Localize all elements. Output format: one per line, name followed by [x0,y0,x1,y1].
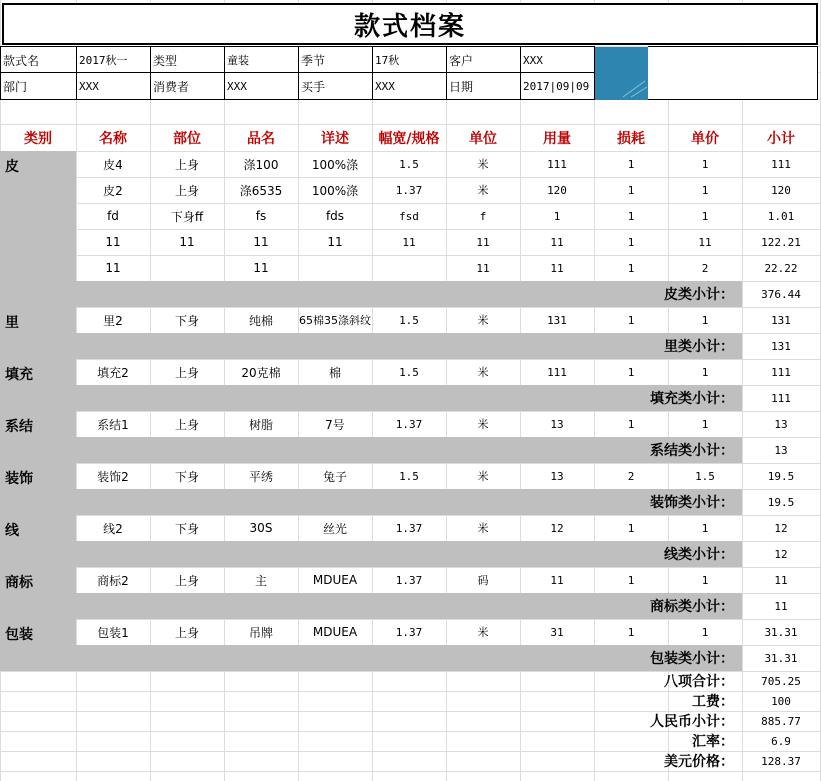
table-cell[interactable]: 11 [105,261,121,275]
info-value[interactable]: 2017|09|09 [520,73,594,99]
category-label: 填充 [5,367,33,383]
table-cell[interactable]: 19.5 [767,469,795,483]
info-label: 日期 [446,73,520,99]
table-cell[interactable]: 上身 [174,183,199,198]
column-header: 品名 [247,131,275,147]
table-cell[interactable]: 平绣 [248,469,273,484]
table-cell[interactable]: 7号 [325,417,345,432]
subtotal-value[interactable]: 11 [774,599,788,613]
table-cell[interactable]: 1 [627,261,635,275]
table-cell[interactable]: 1.37 [395,417,423,431]
border-line [0,72,594,73]
table-cell[interactable]: 下身 [174,313,199,328]
table-cell[interactable]: 11 [476,261,490,275]
column-header: 小计 [767,131,795,147]
border-line [372,46,373,100]
table-cell[interactable]: 12 [774,521,788,535]
subtotal-label: 线类小计： [76,541,742,567]
table-cell[interactable]: 122.21 [761,235,801,249]
table-cell[interactable]: fd [107,209,119,223]
table-cell[interactable]: 1 [627,573,635,587]
category-cell [0,151,76,307]
table-cell[interactable]: 2 [701,261,709,275]
table-cell[interactable]: 1 [627,209,635,223]
table-cell[interactable]: 上身 [174,365,199,380]
table-cell[interactable]: 1.37 [395,573,423,587]
table-cell[interactable]: 米 [477,470,489,483]
table-cell[interactable] [150,255,224,281]
info-value[interactable]: XXX [224,73,298,99]
category-label: 皮 [5,159,19,175]
info-label: 类型 [150,47,224,73]
table-cell[interactable]: 11 [327,235,343,249]
table-cell[interactable]: 1 [627,313,635,327]
category-cell [0,463,76,515]
info-value[interactable]: 2017秋一 [76,47,150,73]
table-cell[interactable]: MDUEA [312,625,358,639]
border-line [446,46,447,100]
gridline-horizontal [0,771,821,772]
category-label: 系结 [5,419,33,435]
table-cell[interactable]: 1 [553,209,561,223]
table-cell[interactable]: 13 [550,469,564,483]
subtotal-label: 商标类小计： [76,593,742,619]
table-cell[interactable]: 11 [698,235,712,249]
column-header: 单价 [691,131,719,147]
subtotal-value[interactable]: 131 [771,339,791,353]
column-header: 名称 [99,131,127,147]
table-cell[interactable]: MDUEA [312,573,358,587]
table-cell[interactable]: 131 [547,313,567,327]
table-cell[interactable]: 11 [550,573,564,587]
subtotal-label: 填充类小计： [76,385,742,411]
subtotal-value[interactable]: 376.44 [761,287,801,301]
table-cell[interactable]: 树脂 [248,417,273,432]
table-cell[interactable]: fsd [399,209,419,223]
table-cell[interactable]: 1 [701,313,709,327]
border-line [0,46,1,100]
table-cell[interactable]: 1.5 [695,469,715,483]
table-cell[interactable]: 120 [771,183,791,197]
table-cell[interactable]: 13 [550,417,564,431]
table-cell[interactable]: 吊牌 [248,625,273,640]
table-cell[interactable]: 11 [179,235,195,249]
category-label: 里 [5,315,19,331]
subtotal-label: 皮类小计： [76,281,742,307]
table-cell[interactable]: 2 [627,469,635,483]
category-cell [0,567,76,619]
table-cell[interactable]: 米 [477,314,489,327]
table-cell[interactable]: 下身ff [170,209,204,224]
total-label: 美元价格： [664,754,734,770]
table-cell[interactable]: 30S [249,521,273,535]
subtotal-value[interactable]: 19.5 [767,495,795,509]
table-cell[interactable]: 填充2 [97,365,129,380]
table-cell[interactable]: 1 [701,365,709,379]
table-cell[interactable]: 13 [774,417,788,431]
info-value[interactable]: 17秋 [372,47,446,73]
table-cell[interactable] [298,255,372,281]
table-cell[interactable]: 米 [477,184,489,197]
category-label: 包装 [5,627,33,643]
table-cell[interactable]: fs [255,209,267,223]
table-cell[interactable]: 12 [550,521,564,535]
info-value[interactable]: XXX [76,73,150,99]
table-cell[interactable]: 111 [547,157,567,171]
info-label: 消费者 [150,73,224,99]
table-cell[interactable]: 1.01 [767,209,795,223]
table-cell[interactable]: 111 [771,157,791,171]
total-value[interactable]: 885.77 [761,714,801,728]
table-cell[interactable]: 1.37 [395,521,423,535]
subtotal-label: 里类小计： [76,333,742,359]
column-header: 单位 [469,131,497,147]
table-cell[interactable]: 20克棉 [241,365,281,380]
border-line [76,46,77,100]
table-cell[interactable]: 包装1 [97,625,129,640]
total-value[interactable]: 100 [771,694,791,708]
total-label: 八项合计： [664,674,734,690]
table-cell[interactable]: 100%涤 [311,183,359,198]
table-cell[interactable]: 111 [771,365,791,379]
info-label: 款式名 [0,47,76,73]
table-cell[interactable]: 1 [701,521,709,535]
table-cell[interactable]: 11 [402,235,416,249]
table-cell[interactable]: 里2 [103,313,123,328]
border-line [224,46,225,100]
category-label: 装饰 [5,471,33,487]
table-cell[interactable]: 米 [477,158,489,171]
total-label: 工费： [692,694,734,710]
image-glare-icon [595,47,648,100]
table-cell[interactable]: 1 [701,157,709,171]
table-cell[interactable]: 1 [627,235,635,249]
column-header: 类别 [24,131,52,147]
table-cell[interactable]: 11 [105,235,121,249]
info-label: 客户 [446,47,520,73]
subtotal-value[interactable]: 31.31 [764,651,798,665]
table-cell[interactable]: 31 [550,625,564,639]
table-cell[interactable]: 1.37 [395,183,423,197]
table-cell[interactable]: 米 [477,626,489,639]
table-cell[interactable]: 1 [627,157,635,171]
border-line [520,46,521,100]
category-label: 商标 [5,575,33,591]
table-cell[interactable]: 1.37 [395,625,423,639]
style-image[interactable] [595,47,648,100]
table-cell[interactable]: 兔子 [322,469,347,484]
border-line [0,46,594,47]
info-label: 买手 [298,73,372,99]
border-line [0,99,594,100]
table-cell[interactable]: 11 [774,573,788,587]
table-cell[interactable]: 棉 [328,365,341,380]
table-cell[interactable]: 线2 [103,521,123,536]
table-cell[interactable]: 1.5 [399,469,419,483]
table-cell[interactable]: 上身 [174,417,199,432]
info-value[interactable]: 童装 [224,47,298,73]
table-cell[interactable]: 1 [627,521,635,535]
table-cell[interactable]: 1.5 [399,365,419,379]
table-cell[interactable]: 1 [701,417,709,431]
table-cell[interactable]: 1 [701,625,709,639]
table-cell[interactable]: 下身 [174,469,199,484]
table-cell[interactable]: 米 [477,522,489,535]
table-cell[interactable]: 100%涤 [311,157,359,172]
column-header: 详述 [321,131,349,147]
table-cell[interactable]: 1 [627,365,635,379]
image-frame [648,46,818,100]
table-cell[interactable]: 1.5 [399,313,419,327]
info-value[interactable]: XXX [372,73,446,99]
table-cell[interactable]: 11 [476,235,490,249]
table-cell[interactable]: 涤6535 [239,183,283,198]
table-cell[interactable]: 米 [477,366,489,379]
table-cell[interactable]: 皮4 [103,157,123,172]
table-cell[interactable]: 系结1 [97,417,129,432]
table-cell[interactable]: 皮2 [103,183,123,198]
category-cell [0,307,76,359]
category-cell [0,411,76,463]
table-cell[interactable]: 商标2 [97,573,129,588]
subtotal-label: 系结类小计： [76,437,742,463]
table-cell[interactable]: 1 [627,625,635,639]
total-value[interactable]: 6.9 [771,734,791,748]
category-cell [0,515,76,567]
table-cell[interactable]: 111 [547,365,567,379]
table-cell[interactable]: 11 [550,235,564,249]
table-cell[interactable]: 下身 [174,521,199,536]
table-cell[interactable]: 1 [627,417,635,431]
total-value[interactable]: 128.37 [761,754,801,768]
table-cell[interactable]: 1 [701,573,709,587]
table-cell[interactable]: 131 [771,313,791,327]
table-cell[interactable]: 米 [477,418,489,431]
subtotal-label: 装饰类小计： [76,489,742,515]
category-cell [0,619,76,671]
info-label: 季节 [298,47,372,73]
table-cell[interactable]: 装饰2 [97,469,129,484]
subtotal-label: 包装类小计： [76,645,742,671]
page-title: 款式档案 [2,3,818,45]
column-header: 部位 [173,131,201,147]
border-line [150,46,151,100]
table-cell[interactable]: 22.22 [764,261,798,275]
info-label: 部门 [0,73,76,99]
table-cell[interactable]: 码 [477,574,489,587]
table-cell[interactable]: 65棉35涤斜纹 [299,314,371,327]
table-cell[interactable]: 1 [627,183,635,197]
category-label: 线 [5,523,19,539]
table-cell[interactable]: 上身 [174,157,199,172]
column-header: 用量 [543,131,571,147]
table-cell[interactable]: 120 [547,183,567,197]
table-cell[interactable]: 丝光 [322,521,347,536]
table-cell[interactable]: fds [325,209,345,223]
table-cell[interactable]: 11 [550,261,564,275]
total-label: 人民币小计： [650,714,734,730]
table-cell[interactable]: f [479,209,487,223]
info-value[interactable]: XXX [520,47,594,73]
table-cell[interactable]: 1 [701,183,709,197]
table-cell[interactable]: 主 [254,573,267,588]
subtotal-value[interactable]: 13 [774,443,788,457]
table-cell[interactable]: 11 [253,261,269,275]
total-value[interactable]: 705.25 [761,674,801,688]
table-cell[interactable]: 31.31 [764,625,798,639]
category-cell [0,359,76,411]
border-line [298,46,299,100]
table-cell[interactable]: 1.5 [399,157,419,171]
column-header: 损耗 [617,131,645,147]
table-cell[interactable] [372,255,446,281]
subtotal-value[interactable]: 111 [771,391,791,405]
table-cell[interactable]: 纯棉 [248,313,273,328]
column-header: 幅宽/规格 [378,131,440,147]
table-cell[interactable]: 11 [253,235,269,249]
subtotal-value[interactable]: 12 [774,547,788,561]
table-cell[interactable]: 涤100 [243,157,279,172]
table-cell[interactable]: 上身 [174,625,199,640]
total-label: 汇率： [692,734,734,750]
table-cell[interactable]: 上身 [174,573,199,588]
table-cell[interactable]: 1 [701,209,709,223]
